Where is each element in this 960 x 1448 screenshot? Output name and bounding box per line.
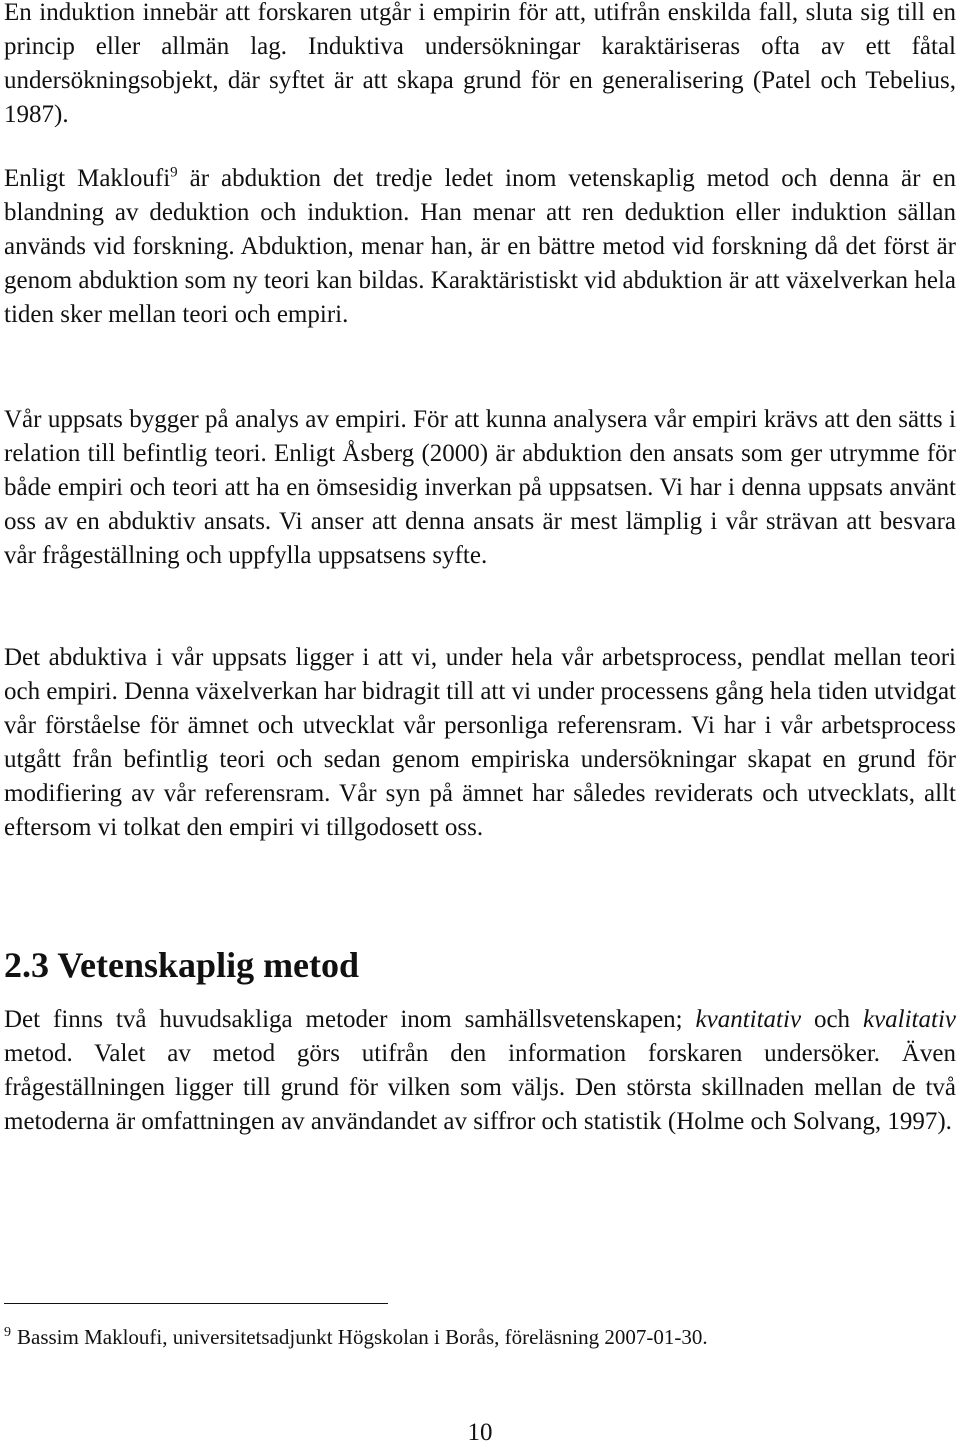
paragraph-text: Det finns två huvudsakliga metoder inom samhällsvetenskapen; bbox=[4, 1006, 696, 1033]
footnote-number: 9 bbox=[4, 1325, 11, 1340]
paragraph-text: och bbox=[801, 1006, 863, 1033]
paragraph-text: Enligt Makloufi bbox=[4, 165, 171, 192]
paragraph-methods bbox=[4, 1003, 956, 1139]
footnote bbox=[4, 1322, 708, 1352]
page-number: 10 bbox=[467, 1419, 493, 1446]
emphasis-quantitative: kvantitativ bbox=[695, 1006, 802, 1033]
paragraph-text: är abduktion det tredje ledet inom vetenskaplig metod och denna är en blandning av deduktion och induktion. Han menar att ren deduktion eller induktion sällan används vid forskning. Abduktion, menar han, är en bättre metod vid forskning då det först är genom abduktion som ny teori kan bildas. Karaktäristiskt vid abduktion är att växelverkan hela tiden sker mellan teori och empiri. bbox=[4, 165, 956, 328]
paragraph-text: metod. Valet av metod görs utifrån den information forskaren undersöker. Även frågeställningen ligger till grund för vilken som väljs. Den största skillnaden mellan de två metoderna är omfattningen av användandet av siffror och statistik (Holme och Solvang, 1997). bbox=[4, 1040, 956, 1135]
paragraph-abduction-makloufi bbox=[4, 162, 956, 332]
footnote-text: Bassim Makloufi, universitetsadjunkt Högskolan i Borås, föreläsning 2007-01-30. bbox=[17, 1325, 708, 1349]
emphasis-qualitative: kvalitativ bbox=[862, 1006, 956, 1033]
section-heading: 2.3 Vetenskaplig metod bbox=[4, 945, 360, 985]
footnote-separator bbox=[4, 1303, 388, 1304]
paragraph-our-approach: Vår uppsats bygger på analys av empiri. För att kunna analysera vår empiri krävs att den sätts i relation till befintlig teori. Enligt Åsberg (2000) är abduktion den ansats som ger utrymme för både empiri och teori att ha en ömsesidig inverkan på uppsatsen. Vi har i denna uppsats använt oss av en abduktiv ansats. Vi anser att denna ansats är mest lämplig i vår strävan att besvara vår frågeställning och uppfylla uppsatsens syfte. bbox=[4, 406, 956, 569]
paragraph-abductive-process: Det abduktiva i vår uppsats ligger i att vi, under hela vår arbetsprocess, pendlat mellan teori och empiri. Denna växelverkan har bidragit till att vi under processens gång hela tiden utvidgat vår förståelse för ämnet och utvecklat vår personliga referensram. Vi har i vår arbetsprocess utgått från befintlig teori och sedan genom empiriska undersökningar skapat en grund för modifiering av vår referensram. Vår syn på ämnet har således reviderats och utvecklats, allt eftersom vi tolkat den empiri vi tillgodosett oss. bbox=[4, 644, 956, 841]
footnote-reference: 9 bbox=[170, 164, 178, 181]
paragraph-induction: En induktion innebär att forskaren utgår i empirin för att, utifrån enskilda fall, sluta sig till en princip eller allmän lag. Induktiva undersökningar karaktäriseras ofta av ett fåtal undersökningsobjekt, där syftet är att skapa grund för en generalisering (Patel och Tebelius, 1987). bbox=[4, 0, 956, 128]
